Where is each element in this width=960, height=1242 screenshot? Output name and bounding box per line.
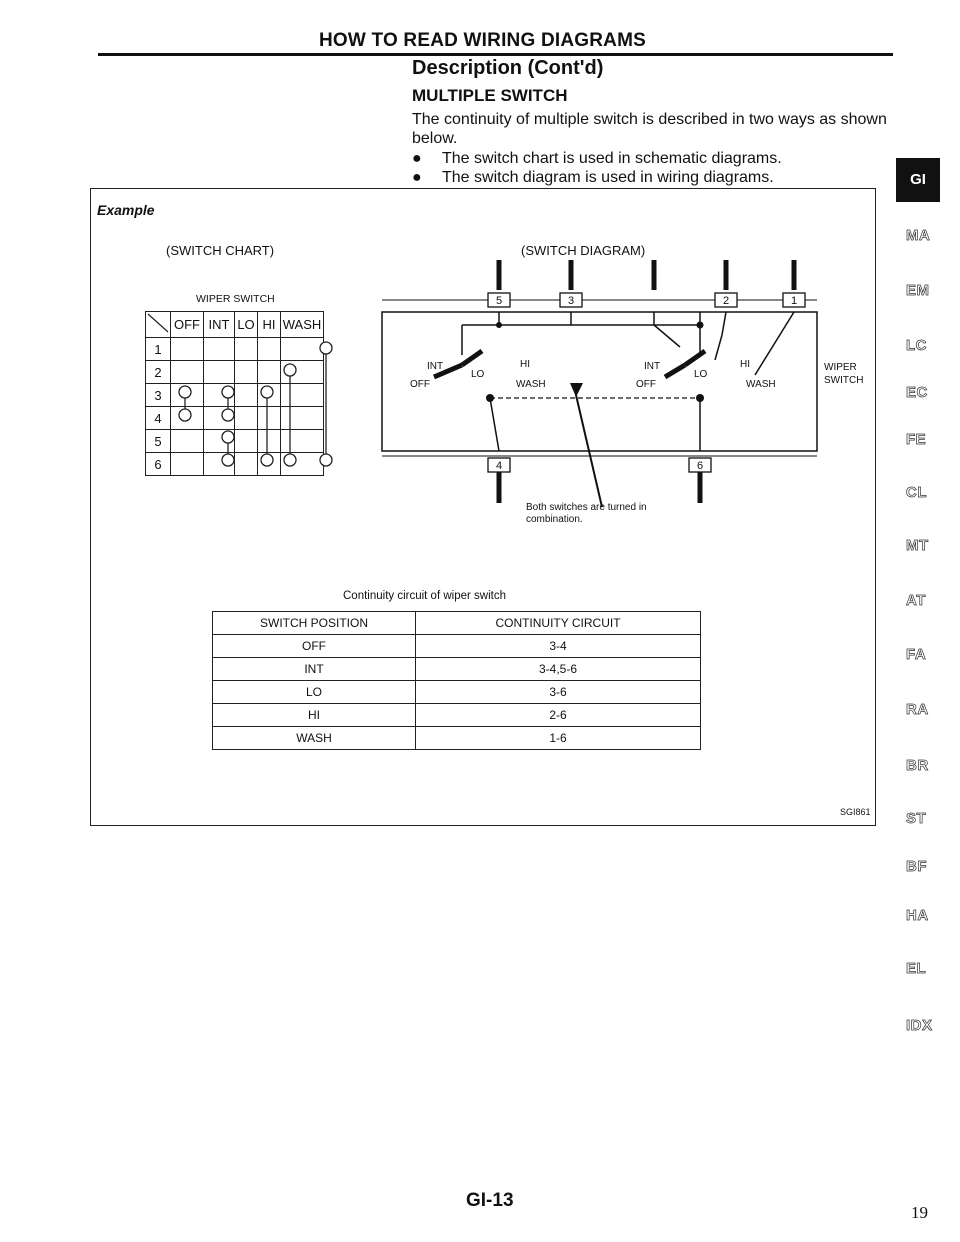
switch-position-label: HI xyxy=(520,359,530,370)
continuity-table xyxy=(212,611,701,750)
figure-code: SGI861 xyxy=(840,807,871,817)
switch-position-label: HI xyxy=(740,359,750,370)
contact-circle xyxy=(222,386,234,398)
table-row xyxy=(213,704,701,727)
diagram-switch-label: SWITCH xyxy=(824,375,864,386)
bullet-text: The switch diagram is used in wiring diagrams. xyxy=(442,169,774,186)
switch-position-label: LO xyxy=(694,369,708,380)
switch-position-label: WASH xyxy=(516,379,546,390)
table-row xyxy=(213,658,701,681)
junction-dot xyxy=(697,322,704,329)
chart-col-header: LO xyxy=(235,312,258,338)
connector-label: 3 xyxy=(567,295,575,307)
junction-dot xyxy=(486,394,494,402)
side-tab[interactable]: MA xyxy=(906,227,931,244)
contact-circle xyxy=(261,454,273,466)
switch-chart-title: (SWITCH CHART) xyxy=(166,243,275,258)
side-tab[interactable]: AT xyxy=(906,592,926,609)
side-tab[interactable]: BR xyxy=(906,757,929,774)
chart-row-label: 2 xyxy=(146,361,171,384)
table-cell: 1-6 xyxy=(416,727,701,750)
bullet-item xyxy=(412,168,774,187)
side-tab-active[interactable]: GI xyxy=(896,158,940,202)
bullet-item xyxy=(412,149,782,168)
switch-diagram-title: (SWITCH DIAGRAM) xyxy=(521,243,646,258)
chart-row-label: 5 xyxy=(146,430,171,453)
example-label: Example xyxy=(97,202,155,218)
chart-col-header: WASH xyxy=(281,312,324,338)
arrow-head-icon xyxy=(570,383,583,397)
table-row xyxy=(213,681,701,704)
side-tab[interactable]: RA xyxy=(906,701,929,718)
junction-dot xyxy=(696,394,704,402)
contact-circle xyxy=(179,409,191,421)
table-cell: 2-6 xyxy=(416,704,701,727)
table-cell: 3-4 xyxy=(416,635,701,658)
table-cell: WASH xyxy=(213,727,416,750)
switch-position-label: OFF xyxy=(410,379,430,390)
connector-label: 2 xyxy=(722,295,730,307)
table-cell: OFF xyxy=(213,635,416,658)
chart-row-label: 6 xyxy=(146,453,171,476)
contact-circle xyxy=(222,454,234,466)
side-tab[interactable]: FA xyxy=(906,646,927,663)
contact-circle xyxy=(261,386,273,398)
diagram-switch-label: WIPER xyxy=(824,362,857,373)
table-row xyxy=(213,727,701,750)
side-tab[interactable]: CL xyxy=(906,484,927,501)
switch-position-label: LO xyxy=(471,369,485,380)
chart-continuity-overlay xyxy=(145,311,345,476)
chart-row-label: 1 xyxy=(146,338,171,361)
side-tab[interactable]: ST xyxy=(906,810,927,827)
page-number: GI-13 xyxy=(466,1190,514,1211)
contact-circle xyxy=(284,454,296,466)
diagram-note: Both switches are turned in xyxy=(526,502,647,513)
header-title: HOW TO READ WIRING DIAGRAMS xyxy=(319,30,646,51)
table-row xyxy=(213,635,701,658)
side-tab[interactable]: BF xyxy=(906,858,927,875)
chart-name: WIPER SWITCH xyxy=(196,293,275,305)
chart-col-header: HI xyxy=(258,312,281,338)
continuity-caption: Continuity circuit of wiper switch xyxy=(343,590,506,602)
table-header-row xyxy=(213,612,701,635)
header-rule xyxy=(98,53,893,56)
table-cell: LO xyxy=(213,681,416,704)
table-cell: INT xyxy=(213,658,416,681)
table-header: SWITCH POSITION xyxy=(213,612,416,635)
chart-col-header: OFF xyxy=(171,312,204,338)
table-cell: HI xyxy=(213,704,416,727)
contact-circle xyxy=(222,409,234,421)
contact-circle xyxy=(320,454,332,466)
switch-diagram xyxy=(370,255,890,525)
side-tab[interactable]: EM xyxy=(906,282,930,299)
section-title: Description (Cont'd) xyxy=(412,57,604,79)
connector-label: 6 xyxy=(696,460,704,472)
side-tab[interactable]: HA xyxy=(906,907,929,924)
side-tab[interactable]: FE xyxy=(906,431,927,448)
bullet-dot-icon: ● xyxy=(412,150,422,167)
chart-row-label: 4 xyxy=(146,407,171,430)
contact-circle xyxy=(320,342,332,354)
switch-position-label: WASH xyxy=(746,379,776,390)
side-tab[interactable]: MT xyxy=(906,537,929,554)
connector-label: 5 xyxy=(495,295,503,307)
subsection-title: MULTIPLE SWITCH xyxy=(412,86,568,105)
switch-position-label: INT xyxy=(644,361,661,372)
bullet-text: The switch chart is used in schematic diagrams. xyxy=(442,150,782,167)
contact-circle xyxy=(179,386,191,398)
chart-col-header: INT xyxy=(204,312,235,338)
connector-label: 4 xyxy=(495,460,503,472)
table-cell: 3-4,5-6 xyxy=(416,658,701,681)
side-tab[interactable]: IDX xyxy=(906,1017,933,1034)
chart-row-label: 3 xyxy=(146,384,171,407)
side-tab[interactable]: EL xyxy=(906,960,927,977)
switch-position-label: OFF xyxy=(636,379,656,390)
top-terminal-posts xyxy=(499,260,794,290)
side-tab[interactable]: EC xyxy=(906,384,928,401)
side-tab[interactable]: LC xyxy=(906,337,927,354)
diagram-note: combination. xyxy=(526,514,583,525)
contact-circle xyxy=(222,431,234,443)
switch-position-label: INT xyxy=(427,361,444,372)
contact-circle xyxy=(284,364,296,376)
intro-text: The continuity of multiple switch is described in two ways as shown below. xyxy=(412,111,887,147)
bullet-dot-icon: ● xyxy=(412,169,422,186)
table-cell: 3-6 xyxy=(416,681,701,704)
connector-label: 1 xyxy=(790,295,798,307)
junction-dot xyxy=(496,322,502,328)
table-header: CONTINUITY CIRCUIT xyxy=(416,612,701,635)
sheet-number: 19 xyxy=(911,1203,928,1222)
